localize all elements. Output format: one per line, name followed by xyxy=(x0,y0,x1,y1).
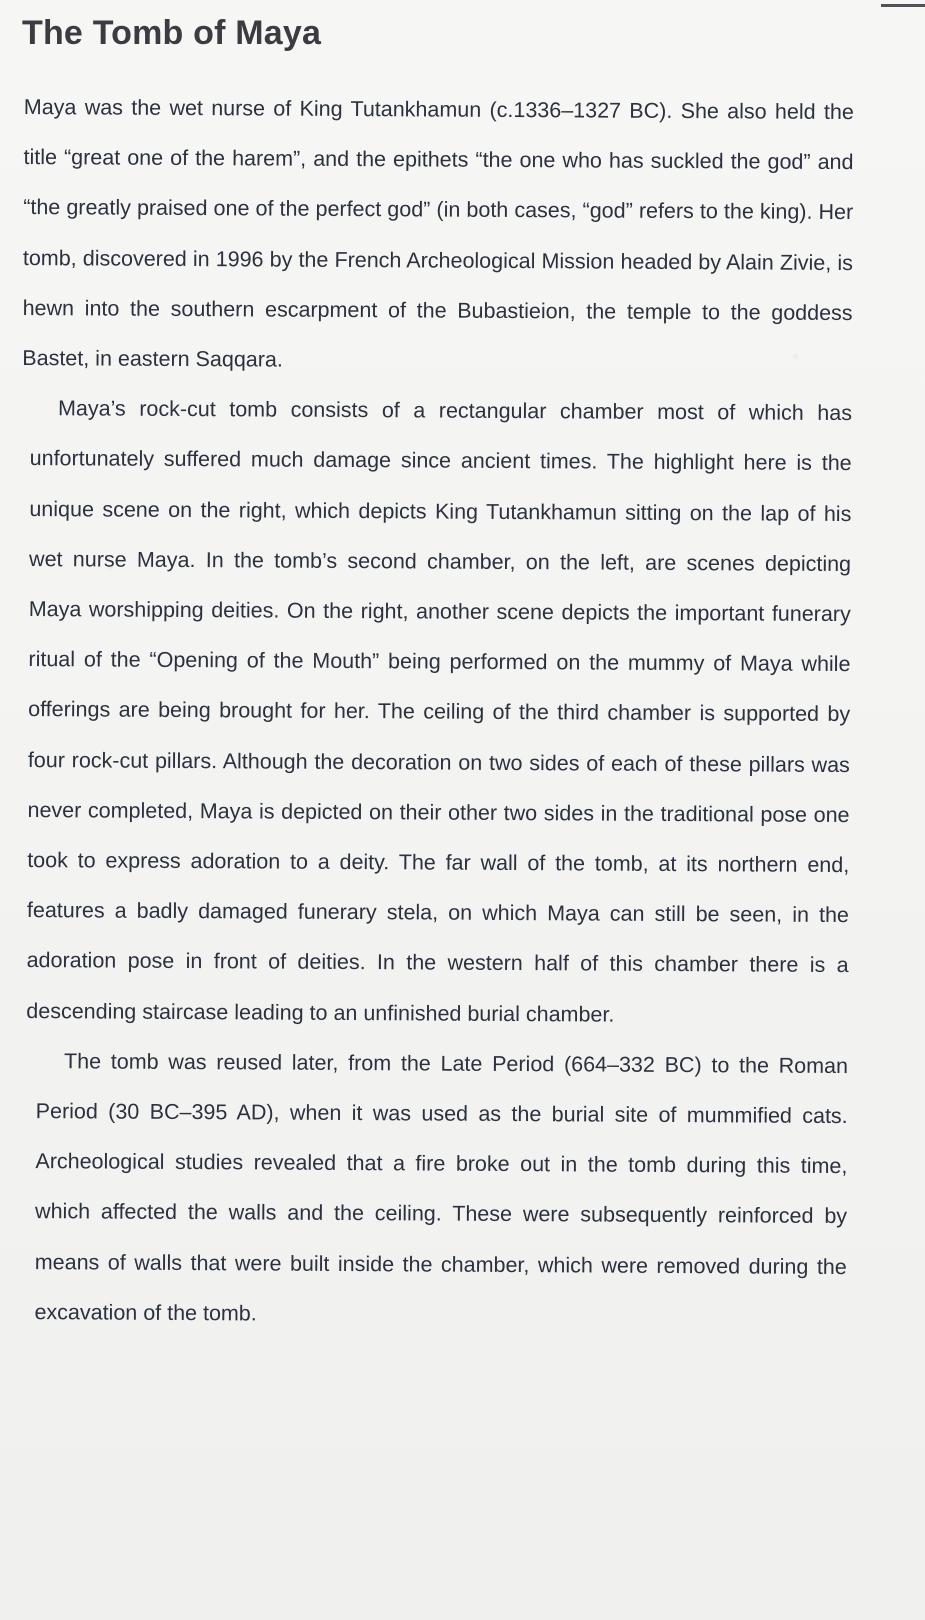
page-title: The Tomb of Maya xyxy=(22,14,322,52)
top-right-rule xyxy=(881,4,925,7)
paragraph-later-reuse: The tomb was reused later, from the Late Period (664–332 BC) to the Roman Period (30 BC–395 AD), when it was used as the burial site of mummified cats. Archeological studies revealed that a fire broke out in the tomb during this time, which affected the walls and the ceiling. These were subsequently reinforced by means of walls that were built inside the chamber, which were removed during the excavation of the tomb. xyxy=(34,1049,849,1326)
paragraph-intro: Maya was the wet nurse of King Tutankhamun (c.1336–1327 BC). She also held the title “great one of the harem”, and the epithets “the one who has suckled the god” and “the greatly praised one of the perfect god” (in both cases, “god” refers to the king). Her tomb, discovered in 1996 by the French Archeological Mission headed by Alain Zivie, is hewn into the southern escarpment of the Bubastieion, the temple to the goddess Bastet, in eastern Saqqara. xyxy=(22,94,854,372)
paragraph-tomb-description: Maya’s rock-cut tomb consists of a rectangular chamber most of which has unfortunately suffered much damage since ancient times. The highlight here is the unique scene on the right, which depicts King Tutankhamun sitting on the lap of his wet nurse Maya. In the tomb’s second chamber, on the left, are scenes depicting Maya worshipping deities. On the right, another scene depicts the important funerary ritual of the “Opening of the Mouth” being performed on the mummy of Maya while offerings are being brought for her. The ceiling of the third chamber is supported by four rock-cut pillars. Although the decoration on two sides of each of these pillars was never completed, Maya is depicted on their other two sides in the traditional pose one took to express adoration to a deity. The far wall of the tomb, at its northern end, features a badly damaged funerary stela, on which Maya can still be seen, in the adoration pose in front of deities. In the western half of this chamber there is a descending staircase leading to an unfinished burial chamber. xyxy=(26,396,853,1027)
body-text xyxy=(16,82,854,1342)
